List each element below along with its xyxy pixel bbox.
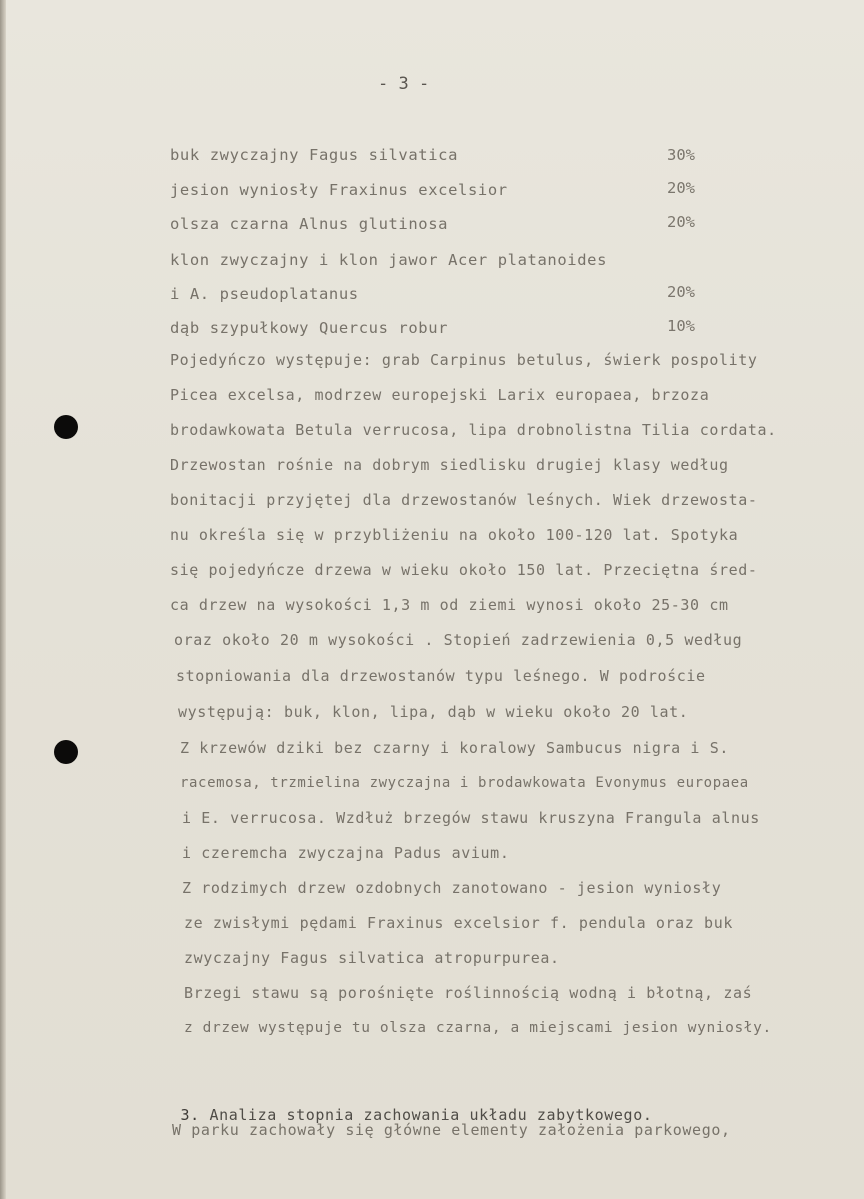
body-text-line: nu określa się w przybliżeniu na około 100-120 lat. Spotyka bbox=[170, 526, 739, 544]
species-percent: 30% bbox=[667, 146, 695, 164]
body-text-line: Pojedyńczo występuje: grab Carpinus betulus, świerk pospolity bbox=[170, 351, 758, 369]
species-percent: 20% bbox=[667, 283, 695, 301]
body-text-line: się pojedyńcze drzewa w wieku około 150 lat. Przeciętna śred- bbox=[170, 561, 758, 579]
body-text-line: ca drzew na wysokości 1,3 m od ziemi wynosi około 25-30 cm bbox=[170, 596, 729, 614]
punch-hole bbox=[54, 740, 78, 764]
body-text-line: z drzew występuje tu olsza czarna, a miejscami jesion wyniosły. bbox=[184, 1020, 772, 1036]
section-number: 3. bbox=[180, 1106, 200, 1124]
body-text-line: i czeremcha zwyczajna Padus avium. bbox=[182, 844, 510, 862]
body-text-line: Drzewostan rośnie na dobrym siedlisku drugiej klasy według bbox=[170, 456, 729, 474]
body-text-line: i E. verrucosa. Wzdłuż brzegów stawu kruszyna Frangula alnus bbox=[182, 809, 760, 827]
body-text-line: Picea excelsa, modrzew europejski Larix europaea, brzoza bbox=[170, 386, 710, 404]
species-percent: 20% bbox=[667, 213, 695, 231]
body-text-line: Brzegi stawu są porośnięte roślinnością wodną i błotną, zaś bbox=[184, 984, 753, 1002]
body-text-line: Z rodzimych drzew ozdobnych zanotowano - jesion wyniosły bbox=[182, 879, 722, 897]
body-text-line: racemosa, trzmielina zwyczajna i brodawkowata Evonymus europaea bbox=[180, 775, 749, 791]
body-text-line: oraz około 20 m wysokości . Stopień zadrzewienia 0,5 według bbox=[174, 631, 743, 649]
species-name: buk zwyczajny Fagus silvatica bbox=[170, 146, 459, 164]
body-text-line: stopniowania dla drzewostanów typu leśnego. W podroście bbox=[176, 667, 706, 685]
section-title: Analiza stopnia zachowania układu zabytkowego. bbox=[209, 1106, 653, 1124]
body-text-line: W parku zachowały się główne elementy założenia parkowego, bbox=[172, 1121, 731, 1139]
body-text-line: zwyczajny Fagus silvatica atropurpurea. bbox=[184, 949, 560, 967]
body-text-line: bonitacji przyjętej dla drzewostanów leśnych. Wiek drzewosta- bbox=[170, 491, 758, 509]
species-percent: 10% bbox=[667, 317, 695, 335]
species-name: i A. pseudoplatanus bbox=[170, 285, 359, 303]
species-percent: 20% bbox=[667, 179, 695, 197]
body-text-line: ze zwisłymi pędami Fraxinus excelsior f. pendula oraz buk bbox=[184, 914, 733, 932]
punch-hole bbox=[54, 415, 78, 439]
species-name: dąb szypułkowy Quercus robur bbox=[170, 319, 449, 337]
body-text-line: Z krzewów dziki bez czarny i koralowy Sambucus nigra i S. bbox=[180, 739, 729, 757]
species-name: olsza czarna Alnus glutinosa bbox=[170, 215, 449, 233]
body-text-line: występują: buk, klon, lipa, dąb w wieku około 20 lat. bbox=[178, 703, 689, 721]
species-name: klon zwyczajny i klon jawor Acer platanoides bbox=[170, 251, 607, 269]
page-edge-shadow bbox=[0, 0, 6, 1199]
page-number: - 3 - bbox=[378, 74, 430, 94]
species-name: jesion wyniosły Fraxinus excelsior bbox=[170, 181, 508, 199]
body-text-line: brodawkowata Betula verrucosa, lipa drobnolistna Tilia cordata. bbox=[170, 421, 777, 439]
